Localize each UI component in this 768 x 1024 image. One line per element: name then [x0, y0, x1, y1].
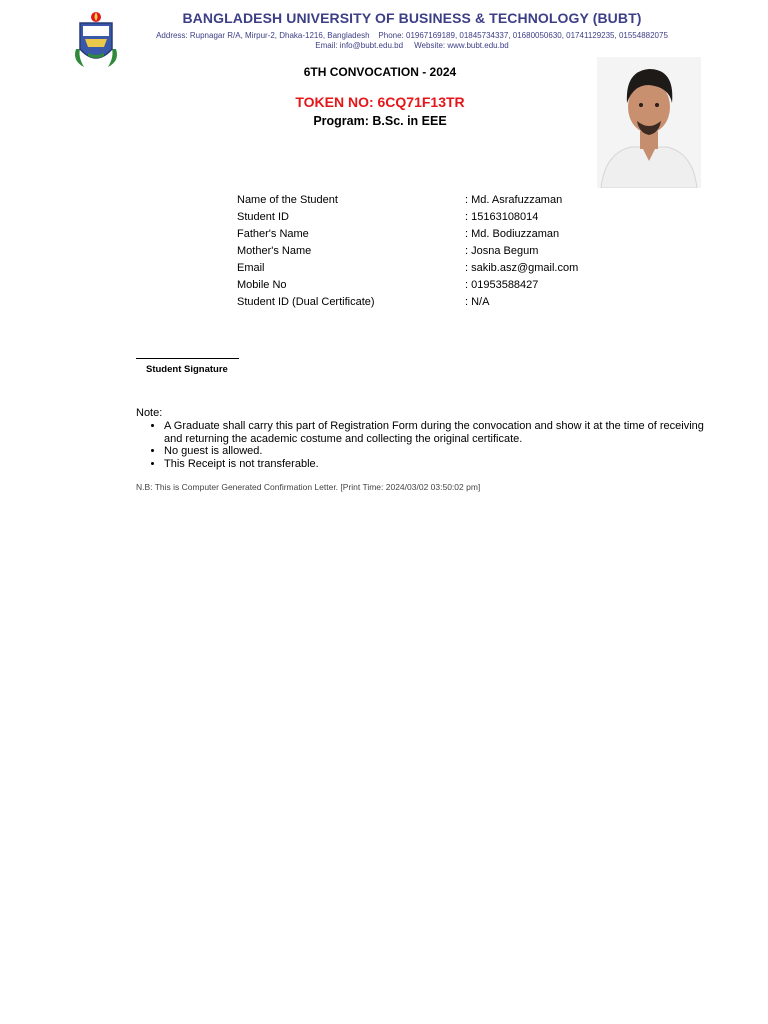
info-label: Mother's Name: [237, 245, 312, 257]
info-row-dual-certificate: [237, 294, 578, 311]
info-label: Student ID: [237, 211, 289, 223]
university-address-line: [130, 31, 694, 40]
university-name: BANGLADESH UNIVERSITY OF BUSINESS & TECHNOLOGY (BUBT): [182, 10, 642, 26]
info-label: Student ID (Dual Certificate): [237, 296, 375, 308]
info-value: : N/A: [465, 296, 490, 308]
note-item: • This Receipt is not transferable.: [164, 458, 704, 471]
note-item: • A Graduate shall carry this part of Registration Form during the convocation and show it at the time of receiving and returning the academic costume and collecting the original certificate.: [164, 420, 704, 445]
signature-line: [136, 358, 239, 359]
university-logo: [70, 9, 122, 71]
info-row-name: [237, 192, 578, 209]
address-text: Address: Rupnagar R/A, Mirpur-2, Dhaka-1216, Bangladesh: [156, 31, 370, 40]
note-title: Note:: [136, 407, 163, 419]
info-label: Mobile No: [237, 279, 287, 291]
info-row-mother-name: [237, 243, 578, 260]
info-row-student-id: [237, 209, 578, 226]
info-row-mobile: [237, 277, 578, 294]
info-value: : 01953588427: [465, 279, 539, 291]
info-value: : Md. Bodiuzzaman: [465, 228, 560, 240]
info-label: Father's Name: [237, 228, 309, 240]
note-item: • No guest is allowed.: [164, 445, 704, 458]
info-label: Email: [237, 262, 265, 274]
website-text: Website: www.bubt.edu.bd: [414, 41, 509, 50]
info-row-email: [237, 260, 578, 277]
university-contact-line: [130, 41, 694, 50]
email-text: Email: info@bubt.edu.bd: [315, 41, 404, 50]
student-photo: [597, 57, 701, 188]
info-value: : 15163108014: [465, 211, 539, 223]
info-value: : Md. Asrafuzzaman: [465, 194, 563, 206]
info-value: : sakib.asz@gmail.com: [465, 262, 579, 274]
info-label: Name of the Student: [237, 194, 338, 206]
student-info-table: [237, 192, 578, 311]
program-name: Program: B.Sc. in EEE: [313, 114, 447, 128]
convocation-title: 6TH CONVOCATION - 2024: [303, 65, 457, 79]
footer-note: N.B: This is Computer Generated Confirmation Letter. [Print Time: 2024/03/02 03:50:02 pm]: [136, 482, 481, 492]
signature-label: Student Signature: [146, 364, 228, 375]
info-row-father-name: [237, 226, 578, 243]
phone-text: Phone: 01967169189, 01845734337, 01680050630, 01741129235, 01554882075: [378, 31, 668, 40]
info-value: : Josna Begum: [465, 245, 539, 257]
token-number: TOKEN NO: 6CQ71F13TR: [295, 94, 465, 110]
note-list: [146, 420, 704, 470]
